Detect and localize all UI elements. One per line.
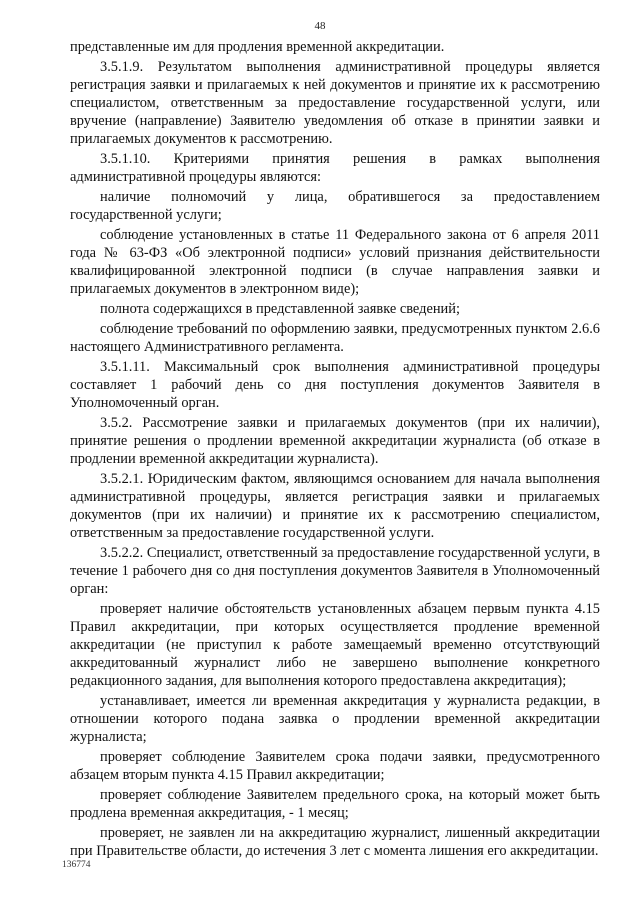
paragraph-3-5-1-9: 3.5.1.9. Результатом выполнения административной процедуры является регистрация заявки и прилагаемых к ней документов и принятие их к рассмотрению специалистом, ответственным за предоставление государственной услуги, или вручение (направление) Заявителю уведомления об отказе в принятии заявки и прилагаемых документов к рассмотрению. <box>70 59 600 147</box>
paragraph-3-5-1-11: 3.5.1.11. Максимальный срок выполнения административной процедуры составляет 1 рабочий день со дня поступления документов Заявителя в Уполномоченный орган. <box>70 359 600 411</box>
check-temporary-accreditation: устанавливает, имеется ли временная аккредитация у журналиста редакции, в отношении которого подана заявка о продлении временной аккредитации журналиста; <box>70 693 600 745</box>
paragraph-3-5-2-1: 3.5.2.1. Юридическим фактом, являющимся основанием для начала выполнения административной процедуры, является регистрация заявки и прилагаемых документов (при их наличии) и принятие их к рассмотрению специалистом, ответственным за предоставление государственной услуги. <box>70 471 600 541</box>
paragraph-continuation: представленные им для продления временной аккредитации. <box>70 39 445 55</box>
paragraph-3-5-1-10: 3.5.1.10. Критериями принятия решения в рамках выполнения административной процедуры являются: <box>70 151 600 185</box>
criterion-completeness: полнота содержащихся в представленной заявке сведений; <box>100 301 460 317</box>
criterion-formatting: соблюдение требований по оформлению заявки, предусмотренных пунктом 2.6.6 настоящего Административного регламента. <box>70 321 600 355</box>
criterion-authority: наличие полномочий у лица, обратившегося за предоставлением государственной услуги; <box>70 189 600 223</box>
paragraph-3-5-2-2: 3.5.2.2. Специалист, ответственный за предоставление государственной услуги, в течение 1 рабочего дня со дня поступления документов Заявителя в Уполномоченный орган: <box>70 545 600 597</box>
check-maximum-term: проверяет соблюдение Заявителем предельного срока, на который может быть продлена временная аккредитация, - 1 месяц; <box>70 787 600 821</box>
check-application-deadline: проверяет соблюдение Заявителем срока подачи заявки, предусмотренного абзацем вторым пункта 4.15 Правил аккредитации; <box>70 749 600 783</box>
footer-code: 136774 <box>62 860 91 870</box>
document-body <box>70 38 600 862</box>
check-revoked-accreditation: проверяет, не заявлен ли на аккредитацию журналист, лишенный аккредитации при Правительстве области, до истечения 3 лет с момента лишения его аккредитации. <box>70 825 600 859</box>
check-circumstances: проверяет наличие обстоятельств установленных абзацем первым пункта 4.15 Правил аккредитации, при которых осуществляется продление временной аккредитации (не приступил к работе замещаемый временно отсутствующий аккредитованный журналист либо не завершено выполнение конкретного редакционного задания, для выполнения которого предоставлена аккредитация); <box>70 601 600 689</box>
criterion-electronic-signature: соблюдение установленных в статье 11 Федерального закона от 6 апреля 2011 года № 63-ФЗ «Об электронной подписи» условий признания действительности квалифицированной электронной подписи (в случае направления заявки и прилагаемых документов в электронном виде); <box>70 227 600 297</box>
page-number: 48 <box>314 20 326 32</box>
paragraph-3-5-2: 3.5.2. Рассмотрение заявки и прилагаемых документов (при их наличии), принятие решения о продлении временной аккредитации журналиста (об отказе в продлении временной аккредитации журналиста). <box>70 415 600 467</box>
